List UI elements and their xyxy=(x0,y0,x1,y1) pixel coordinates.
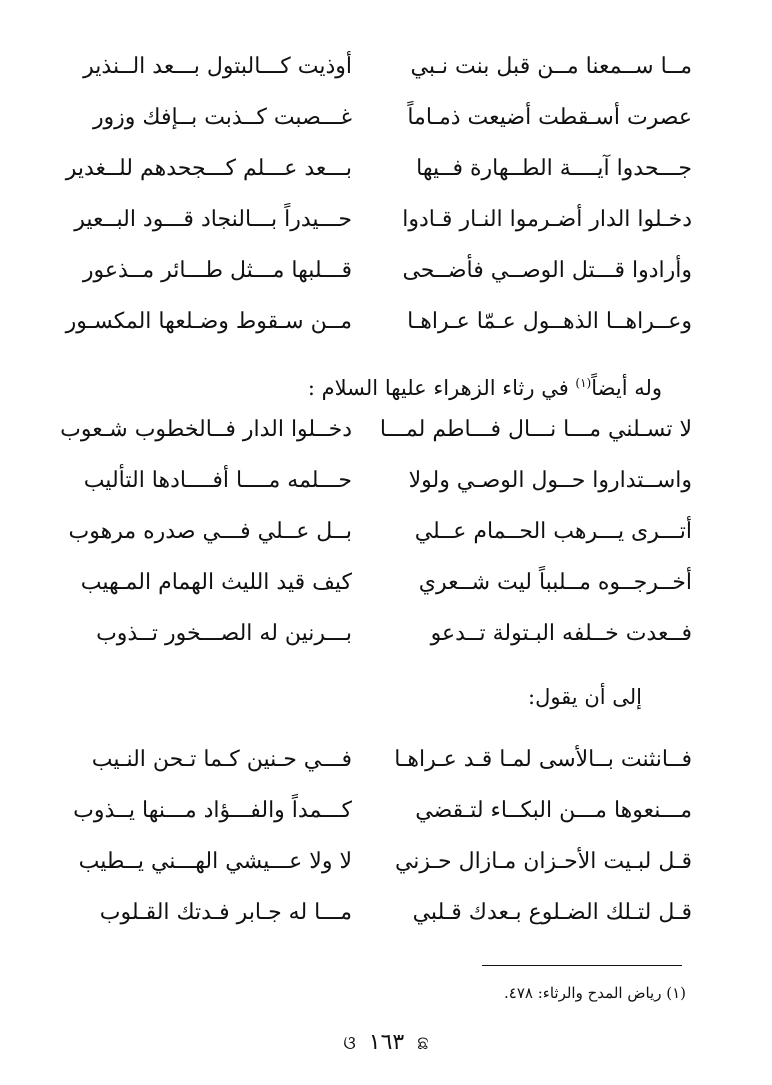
verse-second-hemistich: مــن سـقوط وضـلعها المكسـور xyxy=(65,309,352,334)
verse-first-hemistich: دخـلوا الدار أضـرموا النـار قـادوا xyxy=(402,207,692,232)
verse-first-hemistich: أخــرجــوه مــلبباً ليت شــعري xyxy=(418,570,692,595)
verse-first-hemistich: جـــحدوا آيــــة الطــهارة فــيها xyxy=(416,156,692,181)
verse-second-hemistich: حـــلمه مــــا أفــــادها التأليب xyxy=(83,468,352,493)
verse-second-hemistich: غـــصبت كــذبت بــإفك وزور xyxy=(92,105,352,130)
verse-second-hemistich: بــل عــلي فـــي صدره مرهوب xyxy=(68,519,352,544)
verse-first-hemistich: فــعدت خــلفه البـتولة تــدعو xyxy=(430,621,692,646)
verse-first-hemistich: مــا ســمعنا مــن قبل بنت نـبي xyxy=(410,54,692,79)
verse-first-hemistich: لا تسـلني مـــا نـــال فـــاطم لمـــا xyxy=(379,417,692,442)
verse-first-hemistich: مـــنعوها مـــن البكــاء لتـقضي xyxy=(415,798,692,823)
verse-first-hemistich: عصرت أسـقطت أضيعت ذمـاماً xyxy=(407,105,692,130)
verse-second-hemistich: كـــمداً والفـــؤاد مـــنها يــذوب xyxy=(73,798,352,823)
verse-first-hemistich: واســتداروا حــول الوصـي ولولا xyxy=(408,468,692,493)
section-heading-2: إلى أن يقول: xyxy=(528,685,642,709)
verse-first-hemistich: قـل لبـيت الأحـزان مـازال حـزني xyxy=(394,849,692,874)
heading-text: وله أيضاً xyxy=(591,376,662,400)
verse-first-hemistich: قـل لتـلك الضـلوع بـعدك قـلبي xyxy=(412,900,692,925)
page-number: ١٦٣ xyxy=(368,1030,405,1055)
verse-second-hemistich: دخــلوا الدار فــالخطوب شـعوب xyxy=(60,417,352,442)
page-number-line xyxy=(0,1028,772,1059)
verse-first-hemistich: وأرادوا قـــتل الوصــي فأضــحى xyxy=(402,258,692,283)
ornament-right-icon: ଓ xyxy=(343,1033,356,1054)
verse-second-hemistich: أوذيت كـــالبتول بـــعد الــنذير xyxy=(83,54,352,79)
section-heading-1 xyxy=(308,368,662,403)
verse-second-hemistich: حـــيدراً بـــالنجاد قـــود البــعير xyxy=(74,207,352,232)
ornament-left-icon: ଛ xyxy=(417,1033,429,1054)
verse-second-hemistich: فـــي حـنين كـما تـحن النـيب xyxy=(91,747,352,772)
footnote-marker[interactable]: (١) xyxy=(575,376,592,390)
footnote-divider xyxy=(482,965,682,966)
verse-second-hemistich: لا ولا عـــيشي الهـــني يــطيب xyxy=(78,849,352,874)
footnote: (١) رياض المدح والرثاء: ٤٧٨. xyxy=(504,984,686,1002)
verse-first-hemistich: وعــراهــا الذهــول عـمّا عـراهـا xyxy=(407,309,692,334)
verse-second-hemistich: كيف قيد الليث الهمام المـهيب xyxy=(80,570,352,595)
verse-first-hemistich: أتـــرى يـــرهب الحــمام عــلي xyxy=(414,519,692,544)
heading-text-rest: في رثاء الزهراء عليها السلام : xyxy=(307,376,576,400)
verse-second-hemistich: مـــا له جـابر فـدتك القـلوب xyxy=(99,900,352,925)
verse-first-hemistich: فــانثنت بــالأسى لمـا قـد عـراهـا xyxy=(394,747,692,772)
verse-second-hemistich: قـــلبها مـــثل طـــائر مــذعور xyxy=(82,258,352,283)
verse-second-hemistich: بـــرنين له الصـــخور تــذوب xyxy=(96,621,352,646)
verse-second-hemistich: بـــعد عـــلم كـــجحدهم للــغدير xyxy=(65,156,352,181)
